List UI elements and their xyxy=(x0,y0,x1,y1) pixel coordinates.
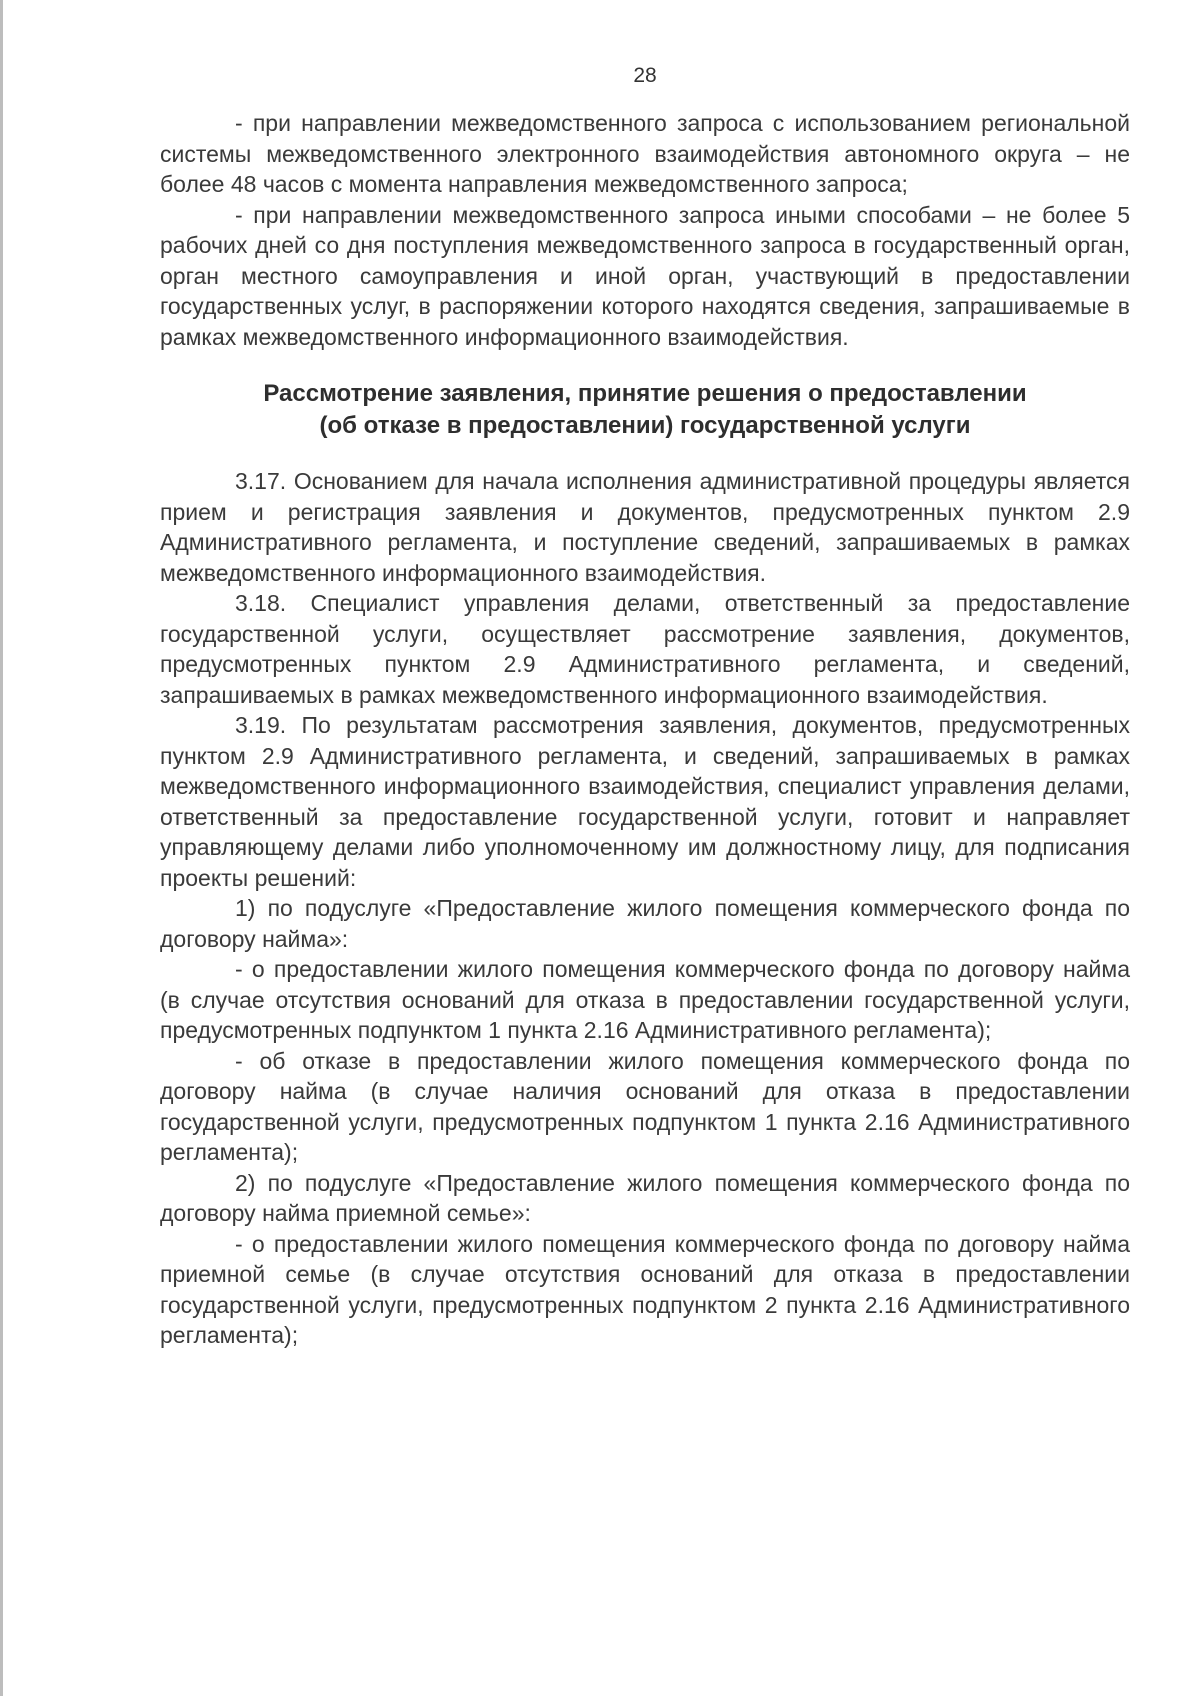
paragraph-subservice-2: 2) по подуслуге «Предоставление жилого помещения коммерческого фонда по договору найма приемной семье»: xyxy=(160,1169,1130,1226)
paragraph-3-18: 3.18. Специалист управления делами, ответственный за предоставление государственной услуги, осуществляет рассмотрение заявления, документов, предусмотренных пунктом 2.9 Административного регламента, и сведений, запрашиваемых в рамках межведомственного информационного взаимодействия. xyxy=(160,590,1130,708)
paragraph-subservice-2-grant: - о предоставлении жилого помещения коммерческого фонда по договору найма приемной семье (в случае отсутствия оснований для отказа в предоставлении государственной услуги, предусмотренных подпунктом 2 пункта 2.16 Административного регламента); xyxy=(160,1230,1130,1348)
section-heading xyxy=(160,378,1130,442)
document-body xyxy=(160,108,1130,1351)
section-heading-line-2: (об отказе в предоставлении) государственной услуги xyxy=(319,412,971,439)
paragraph-interagency-request-regional: - при направлении межведомственного запроса с использованием региональной системы межведомственного электронного взаимодействия автономного округа – не более 48 часов с момента направления межведомственного запроса; xyxy=(160,110,1130,197)
paragraph-3-17: 3.17. Основанием для начала исполнения административной процедуры является прием и регистрация заявления и документов, предусмотренных пунктом 2.9 Административного регламента, и поступление сведений, запрашиваемых в рамках межведомственного информационного взаимодействия. xyxy=(160,468,1130,586)
paragraph-interagency-request-other: - при направлении межведомственного запроса иными способами – не более 5 рабочих дней со дня поступления межведомственного запроса в государственный орган, орган местного самоуправления и иной орган, участвующий в предоставлении государственных услуг, в распоряжении которого находятся сведения, запрашиваемые в рамках межведомственного информационного взаимодействия. xyxy=(160,201,1130,350)
paragraph-3-19: 3.19. По результатам рассмотрения заявления, документов, предусмотренных пунктом 2.9 Административного регламента, и сведений, запрашиваемых в рамках межведомственного информационного взаимодействия, специалист управления делами, ответственный за предоставление государственной услуги, готовит и направляет управляющему делами либо уполномоченному им должностному лицу, для подписания проекты решений: xyxy=(160,712,1130,891)
paragraph-subservice-1-refusal: - об отказе в предоставлении жилого помещения коммерческого фонда по договору найма (в случае наличия оснований для отказа в предоставлении государственной услуги, предусмотренных подпунктом 1 пункта 2.16 Административного регламента); xyxy=(160,1047,1130,1165)
section-heading-line-1: Рассмотрение заявления, принятие решения о предоставлении xyxy=(263,380,1027,407)
paragraph-subservice-1-grant: - о предоставлении жилого помещения коммерческого фонда по договору найма (в случае отсутствия оснований для отказа в предоставлении государственной услуги, предусмотренных подпунктом 1 пункта 2.16 Административного регламента); xyxy=(160,956,1130,1043)
page-edge-divider xyxy=(0,0,3,1696)
page-number: 28 xyxy=(633,64,657,87)
paragraph-subservice-1: 1) по подуслуге «Предоставление жилого помещения коммерческого фонда по договору найма»: xyxy=(160,895,1130,952)
